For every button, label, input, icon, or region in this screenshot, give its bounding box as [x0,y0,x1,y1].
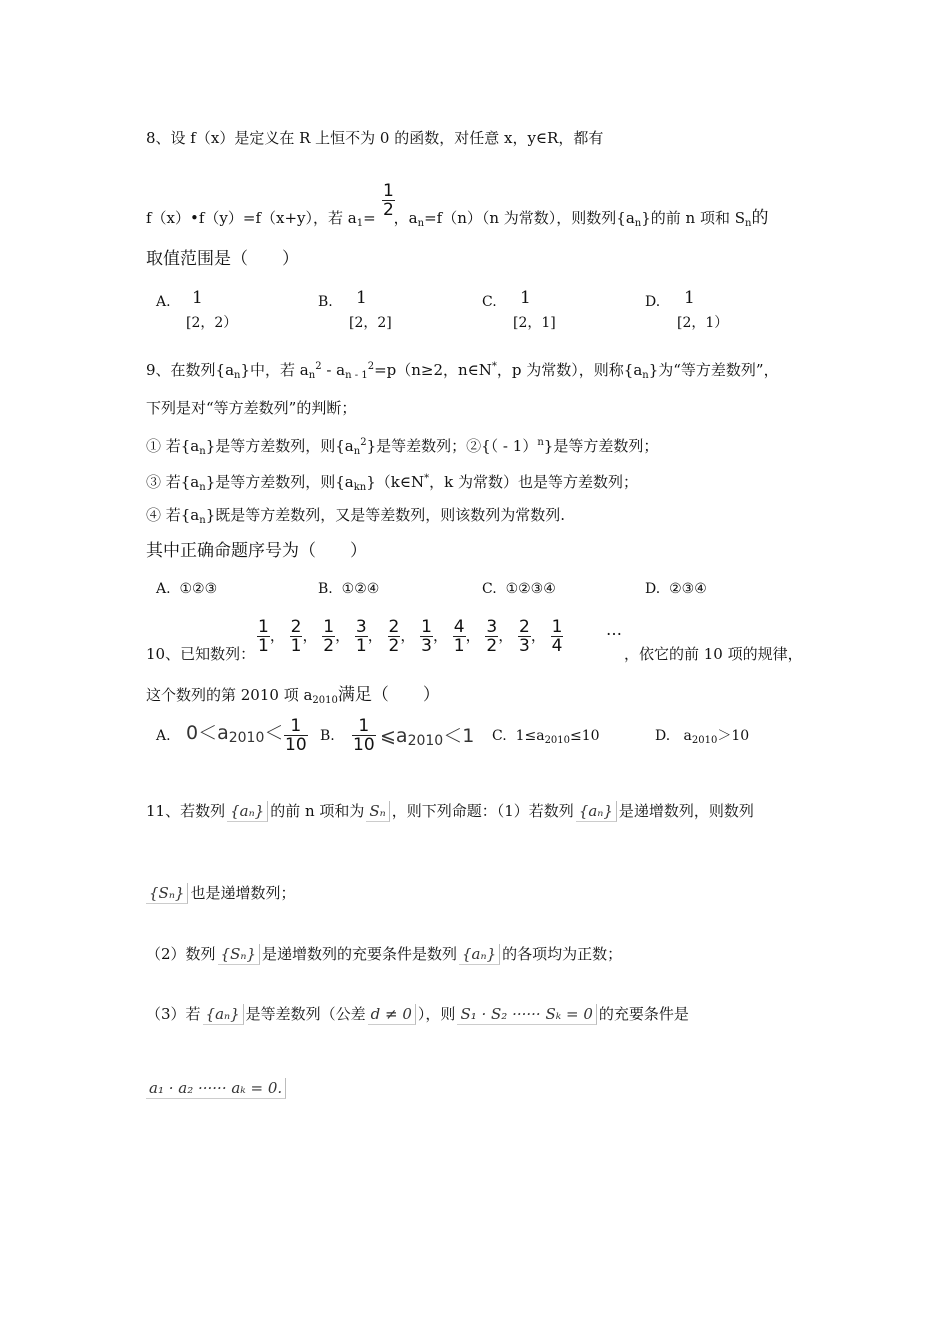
sequence-fraction: $\frac{2}{3}$ [519,617,530,656]
q9-item3: ③ 若$\{a_n\}$是等方差数列，则$\{a_{kn}\}(k\in N^*$，k 为常数）也是等方差数列； [146,473,638,493]
option-numerator: 1 [684,288,695,308]
sn-set-formula: {Sₙ} [218,944,260,965]
q11-prop3: （3）若 {aₙ} 是等差数列（公差 d ≠ 0 ），则 S₁ · S₂ ······ Sₖ = 0 的充要条件是 [146,1005,689,1023]
d-nonzero-formula: d ≠ 0 [368,1004,416,1025]
q9-line2: 下列是对“等方差数列”的判断； [146,399,357,417]
sequence-fraction: $\frac{1}{2}$ [323,617,335,656]
option-fraction: $\frac{1}{10}$ [353,716,375,755]
sequence-fraction: $\frac{3}{1}$ [355,617,367,656]
q9-option-b[interactable]: B. ①②④ [318,581,380,597]
sn-formula: Sₙ [366,801,389,822]
q9-line1: 9、在数列$\{a_n\}$中，若 $a_n^2 - a_{n - 1}^2=p(n\ge 2$，n∈N*，p 为常数），则称$\{a_n\}$为“等方差数列”， [146,361,779,381]
q9-item4: ④ 若$\{a_n\}$既是等方差数列，又是等差数列，则该数列为常数列. [146,506,566,526]
fraction-denominator: 2 [383,200,394,220]
option-interval: [2，1） [677,315,729,331]
q9-option-a[interactable]: A. ①②③ [156,581,218,597]
q10-option-d[interactable]: D. $a_{2010}>10$ [655,728,750,746]
q10-fractions: $\frac{1}{1}$ ， $\frac{2}{1}$ ， $\frac{1}{2}$ ， $\frac{3}{1}$ ， $\frac{2}{2}$ ， $\frac{1}{3}$ ， $\frac{4}{1}$ ， $\frac{3}{2}$ ， $\frac{2}{3}$ ， $\frac{1}{4}$ [258,617,563,656]
q9-option-d[interactable]: D. ②③④ [645,581,707,597]
an-formula: {aₙ} [227,801,268,822]
q10-suffix: ，依它的前 10 项的规律， [624,645,803,663]
an-formula: {aₙ} [576,801,617,822]
option-label: A. [156,728,171,744]
sequence-fraction: $\frac{3}{2}$ [486,617,498,656]
sn-set-formula: {Sₙ} [146,883,188,904]
option-label: B. [320,728,335,744]
option-label: D. [645,294,661,310]
q10-ellipsis: … [606,620,622,639]
q8-line1: 8、设 f（x）是定义在 R 上恒不为 0 的函数，对任意 x，y∈R，都有 [146,129,604,147]
s-product-formula: S₁ · S₂ ······ Sₖ = 0 [457,1004,596,1025]
fraction-numerator: 1 [383,181,394,201]
sequence-fraction: $\frac{1}{4}$ [551,617,563,656]
option-numerator: 1 [192,288,203,308]
option-label: A. [156,294,171,310]
q9-item1-2: ① 若$\{a_n\}$是等方差数列，则$\{a_n^2\}$是等差数列；②{（ - 1）$^n$}是等方差数列； [146,437,659,457]
sequence-fraction: $\frac{1}{3}$ [421,617,432,656]
option-fraction: $\frac{1}{10}$ [285,716,307,755]
q10-line2: 这个数列的第 2010 项 $a_{2010}$满足（ ） [146,685,440,706]
option-numerator: 1 [520,288,531,308]
q9-option-c[interactable]: C. ①②③④ [482,581,556,597]
a-product-formula: a₁ · a₂ ······ aₖ = 0. [146,1078,286,1099]
q8-line2: f（x）•f（y）=f（x+y），若 $a_1=$ ，$a_n=f(n)(n$ 为常数），则数列$\{a_n\}$的前 n 项和 $S_n$的 [146,208,769,229]
an-formula: {aₙ} [459,944,500,965]
option-numerator: 1 [356,288,367,308]
option-label: B. [318,294,333,310]
q11-line2: {Sₙ} 也是递增数列； [144,883,295,904]
option-interval: [2，2） [186,315,238,331]
q11-a-product [144,1078,288,1099]
q10-prefix: 10、已知数列： [146,645,256,663]
an-formula: {aₙ} [203,1004,244,1025]
sequence-fraction: $\frac{2}{1}$ [290,617,302,656]
sequence-fraction: $\frac{1}{1}$ [258,617,269,656]
q11-prop2: （2）数列 {Sₙ} 是递增数列的充要条件是数列 {aₙ} 的各项均为正数； [146,945,623,963]
sequence-fraction: $\frac{4}{1}$ [453,617,465,656]
q8-line3: 取值范围是（ ） [146,249,299,269]
option-label: C. [482,294,497,310]
q9-question: 其中正确命题序号为（ ） [146,541,367,561]
q11-line1: 11、若数列 {aₙ} 的前 n 项和为 Sₙ ，则下列命题：（1）若数列 {aₙ} 是递增数列，则数列 [146,802,754,820]
option-interval: [2，2] [349,315,392,331]
sequence-fraction: $\frac{2}{2}$ [388,617,400,656]
option-interval: [2，1] [513,315,556,331]
q10-option-c[interactable]: C. $1\le a_{2010}\le 10$ [492,728,600,746]
